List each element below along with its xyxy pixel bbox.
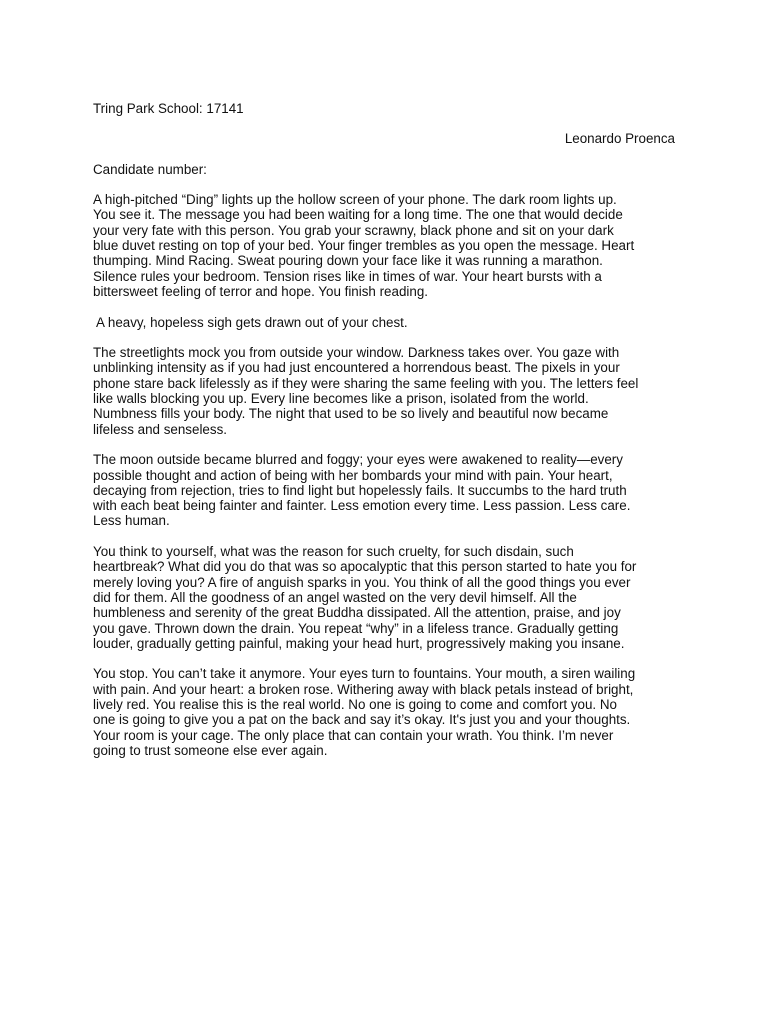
paragraph-line: with each beat being fainter and fainter. Less emotion every time. Less passion. Less care. (93, 498, 631, 514)
paragraph-2 (93, 315, 675, 330)
paragraph-line: Your room is your cage. The only place that can contain your wrath. You think. I’m never (93, 727, 614, 743)
paragraph-line: A high-pitched “Ding” lights up the hollow screen of your phone. The dark room lights up. (93, 192, 617, 208)
paragraph-1 (93, 192, 675, 299)
paragraph-line: Less human. (93, 513, 170, 529)
paragraph-line: thumping. Mind Racing. Sweat pouring down your face like it was running a marathon. (93, 253, 603, 269)
paragraph-line: A heavy, hopeless sigh gets drawn out of your chest. (93, 314, 408, 330)
essay-body (93, 192, 675, 758)
paragraph-line: The streetlights mock you from outside your window. Darkness takes over. You gaze with (93, 345, 620, 361)
school-heading: Tring Park School: 17141 (93, 101, 244, 116)
paragraph-line: going to trust someone else ever again. (93, 742, 328, 758)
paragraph-line: decaying from rejection, tries to find light but hopelessly fails. It succumbs to the hard truth (93, 482, 627, 498)
paragraph-line: You stop. You can’t take it anymore. Your eyes turn to fountains. Your mouth, a siren wailing (93, 666, 636, 682)
paragraph-line: your very fate with this person. You grab your scrawny, black phone and sit on your dark (93, 222, 614, 238)
paragraph-line: possible thought and action of being with her bombards your mind with pain. Your heart, (93, 467, 613, 483)
paragraph-line: Silence rules your bedroom. Tension rises like in times of war. Your heart bursts with a (93, 268, 602, 284)
paragraph-line: You think to yourself, what was the reason for such cruelty, for such disdain, such (93, 544, 574, 560)
paragraph-4 (93, 452, 675, 528)
paragraph-3 (93, 345, 675, 437)
paragraph-line: louder, gradually getting painful, making your head hurt, progressively making you insane. (93, 635, 625, 651)
paragraph-line: you gave. Thrown down the drain. You repeat “why” in a lifeless trance. Gradually getting (93, 620, 619, 636)
paragraph-line: with pain. And your heart: a broken rose. Withering away with black petals instead of bright, (93, 681, 634, 697)
paragraph-6 (93, 666, 675, 758)
paragraph-line: Numbness fills your body. The night that used to be so lively and beautiful now became (93, 406, 609, 422)
paragraph-line: phone stare back lifelessly as if they were sharing the same feeling with you. The letters feel (93, 375, 639, 391)
candidate-number-label: Candidate number: (93, 161, 207, 177)
paragraph-line: bittersweet feeling of terror and hope. You finish reading. (93, 283, 428, 299)
paragraph-line: humbleness and serenity of the great Buddha dissipated. All the attention, praise, and joy (93, 605, 621, 621)
paragraph-5 (93, 544, 675, 651)
paragraph-line: The moon outside became blurred and foggy; your eyes were awakened to reality—every (93, 452, 623, 468)
paragraph-line: merely loving you? A fire of anguish sparks in you. You think of all the good things you ever (93, 574, 631, 590)
paragraph-line: like walls blocking you up. Every line becomes like a prison, isolated from the world. (93, 391, 589, 407)
paragraph-line: blue duvet resting on top of your bed. Your finger trembles as you open the message. Heart (93, 238, 635, 254)
paragraph-line: did for them. All the goodness of an angel wasted on the very devil himself. All the (93, 589, 577, 605)
document-page (93, 101, 675, 758)
author-name: Leonardo Proenca (564, 131, 675, 147)
paragraph-line: heartbreak? What did you do that was so apocalyptic that this person started to hate you for (93, 559, 637, 575)
paragraph-line: unblinking intensity as if you had just encountered a horrendous beast. The pixels in your (93, 360, 620, 376)
paragraph-line: lively red. You realise this is the real world. No one is going to come and comfort you. No (93, 696, 617, 712)
paragraph-line: lifeless and senseless. (93, 421, 227, 437)
paragraph-line: You see it. The message you had been waiting for a long time. The one that would decide (93, 207, 623, 223)
paragraph-line: one is going to give you a pat on the back and say it’s okay. It's just you and your thoughts. (93, 712, 631, 728)
